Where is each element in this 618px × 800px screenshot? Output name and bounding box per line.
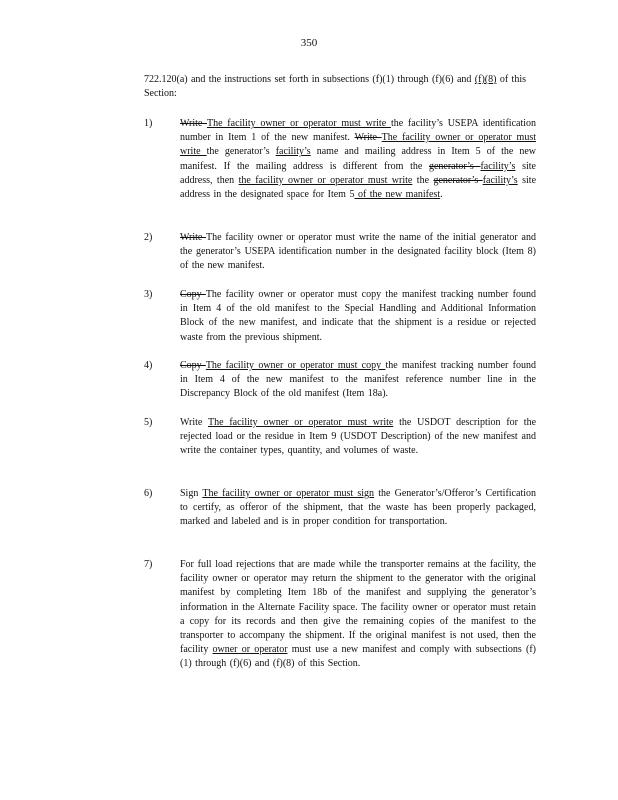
inserted-text: facility’s [482,174,518,186]
text-run: . [440,189,443,201]
list-item [144,558,536,672]
item-number: 1) [144,118,153,129]
page-number: 350 [300,37,318,49]
list-item [144,416,536,459]
intro-inserted-text: (f)(8) [474,74,497,85]
inserted-text: The facility owner or operator must write [206,118,391,129]
item-body [180,288,536,345]
deleted-text: Write [180,118,207,129]
list-item [144,231,536,274]
deleted-text: Copy [180,360,206,371]
deleted-text: generator’s [433,174,483,186]
list-item [144,117,536,202]
deleted-text: Write [354,132,382,144]
intro-tail: of this Section: [144,74,526,99]
inserted-text: The facility owner or operator must copy [205,360,386,371]
deleted-text: generator’s [428,160,481,172]
item-body [180,487,536,530]
intro-paragraph [144,73,526,101]
inserted-text: owner or operator [212,644,288,656]
text-run: the Generator’s/Offeror’s Certification to certify, as offeror of the shipment, that the waste has been properly packaged, marked and labeled and is in proper condition for transportation. [180,488,536,528]
inserted-text: The facility owner or operator must sign [202,488,375,499]
text-run: the USDOT description for the rejected load or the residue in Item 9 (USDOT Description) of the new manifest and write the container types, quantity, and volumes of waste. [180,417,537,457]
text-run: the manifest tracking number found in Item 4 of the new manifest to the manifest reference number line in the Discrepancy Block of the old manifest (Item 18a). [180,360,536,400]
text-run: the facility’s USEPA identification number in Item 1 of the new manifest. [180,118,537,144]
inserted-text: facility’s [480,160,516,172]
item-number: 7) [144,559,153,570]
item-body [180,416,536,459]
deleted-text: Copy [180,289,206,300]
text-run: must use a new manifest and comply with subsections (f)(1) through (f)(6) and (f)(8) of this Section. [180,644,537,670]
list-item [144,487,536,530]
item-body [180,117,536,202]
inserted-text: of the new manifest [354,189,441,201]
item-number: 4) [144,360,153,371]
list-item [144,359,536,402]
deleted-text: Write [180,232,206,243]
item-number: 2) [144,232,153,243]
inserted-text: the facility owner or operator must write [238,174,413,186]
item-number: 3) [144,289,153,300]
item-body [180,231,536,274]
intro-text: 722.120(a) and the instructions set forth in subsections (f)(1) through (f)(6) and [144,74,475,85]
text-run: the generator’s [206,146,276,158]
text-run: Write [180,417,208,428]
text-run: The facility owner or operator must copy the manifest tracking number found in Item 4 of the old manifest to the Special Handling and Additional Information Block of the new manifest, and indicate that the shipment is a residue or rejected waste from the previous shipment. [180,289,536,343]
item-body [180,359,536,402]
text-run: For full load rejections that are made while the transporter remains at the facility, the facility owner or operator may return the shipment to the generator with the original manifest by completing Item 18b of the manifest and supplying the generator’s information in the Alternate Facility space. The facility owner or operator must retain a copy for its records and then give the remaining copies of the manifest to the transporter to accompany the shipment. If the original manifest is not used, then the facility [180,559,536,656]
text-run: site address in the designated space for Item 5 [180,174,537,201]
inserted-text: facility’s [275,146,311,158]
text-run: the [412,174,434,186]
item-number: 6) [144,488,153,499]
inserted-text: The facility owner or operator must write [180,132,536,158]
text-run: Sign [180,488,203,499]
text-run: name and mailing address in Item 5 of the new manifest. If the mailing address is different from the [180,146,537,172]
text-run: site address, then [180,160,536,186]
item-number: 5) [144,417,153,428]
list-item [144,288,536,345]
inserted-text: The facility owner or operator must write [208,417,394,428]
item-body [180,558,536,672]
text-run: The facility owner or operator must write the name of the initial generator and the generator’s USEPA identification number in the designated facility block (Item 8) of the new manifest. [180,232,536,272]
